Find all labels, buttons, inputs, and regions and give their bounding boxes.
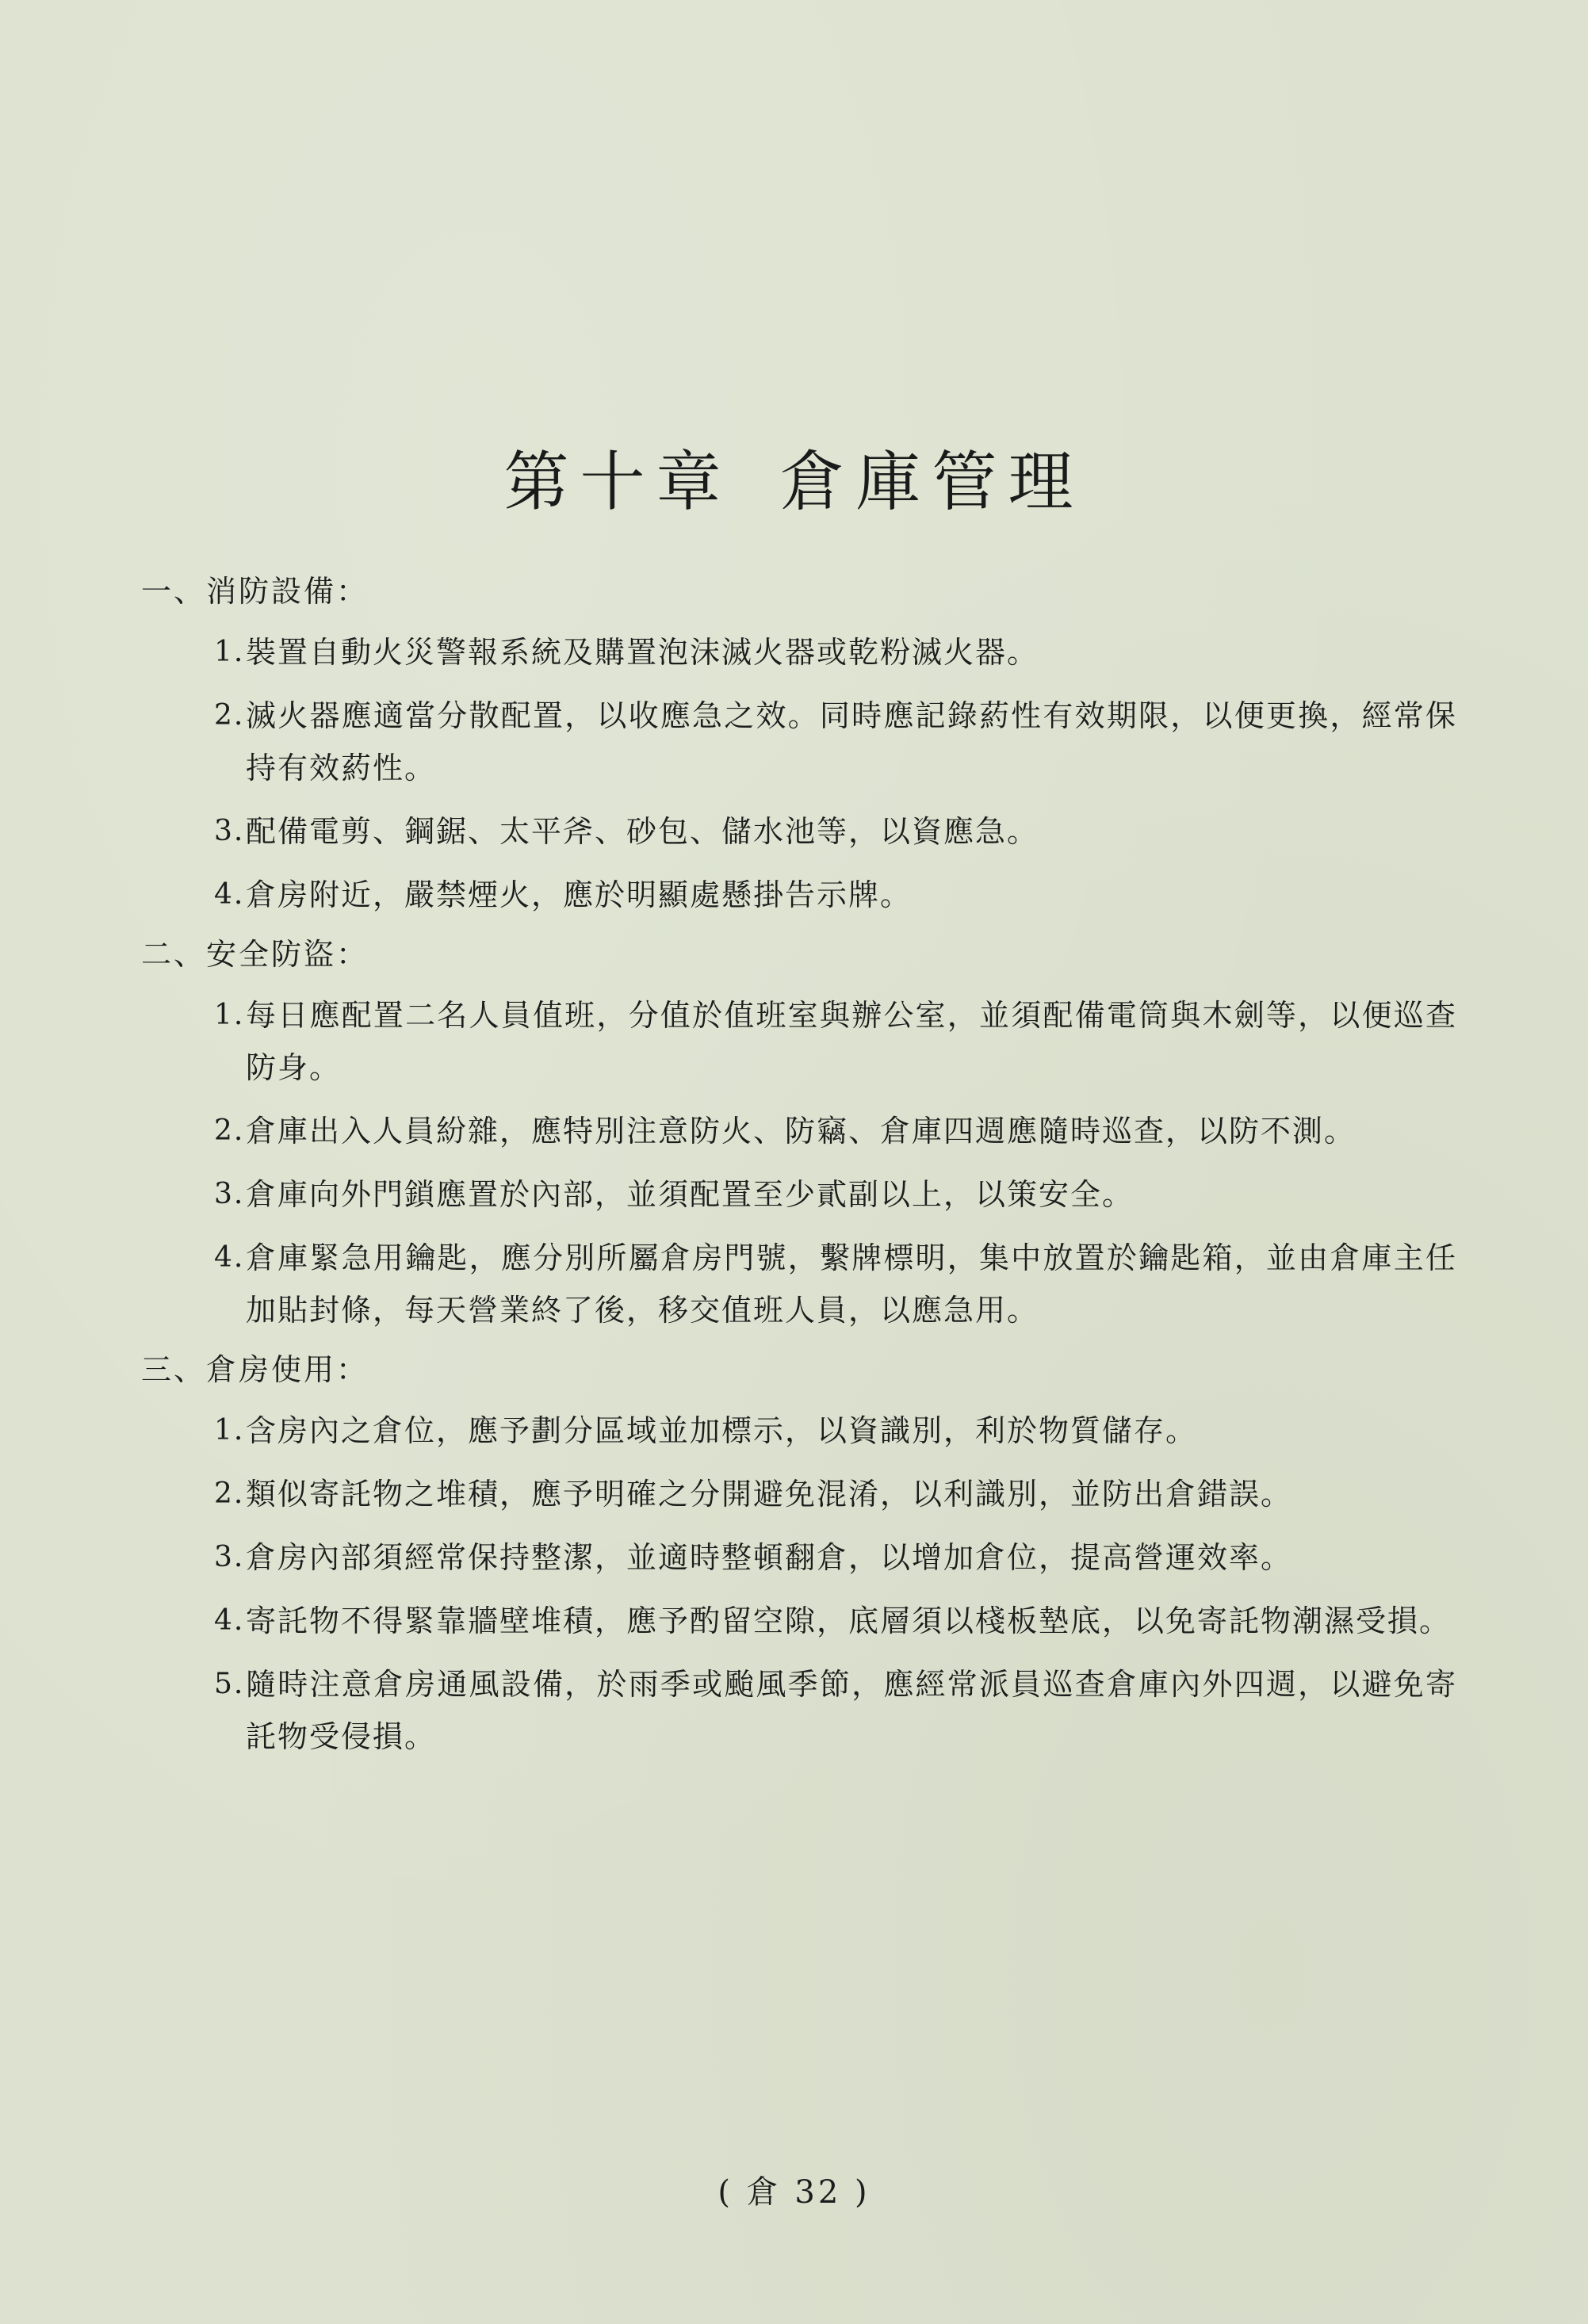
item-text: 含房內之倉位，應予劃分區域並加標示，以資識別，利於物質儲存。 [246, 1413, 1198, 1448]
list-item [141, 1168, 1457, 1221]
item-number: 5. [214, 1668, 245, 1700]
list-item [141, 1232, 1457, 1336]
item-number: 2. [214, 1114, 245, 1147]
list-item [141, 1405, 1457, 1457]
item-text: 類似寄託物之堆積，應予明確之分開避免混淆，以利識別，並防出倉錯誤。 [246, 1477, 1293, 1512]
item-number: 2. [214, 1477, 245, 1510]
item-number: 1. [214, 636, 245, 668]
list-item [141, 1468, 1457, 1520]
list-item [141, 626, 1457, 678]
section-heading: 三、倉房使用： [141, 1352, 369, 1387]
item-text: 隨時注意倉房通風設備，於雨季或颱風季節，應經常派員巡查倉庫內外四週，以避免寄託物受侵損。 [246, 1667, 1457, 1754]
page-number: ( 倉 32 ) [717, 2174, 871, 2211]
chapter-number: 第十章 [503, 444, 733, 520]
list-item [141, 1595, 1457, 1647]
list-item [141, 1531, 1457, 1584]
item-number: 3. [214, 815, 245, 847]
item-text: 倉房附近，嚴禁煙火，應於明顯處懸掛告示牌。 [246, 877, 913, 912]
item-text: 倉房內部須經常保持整潔，並適時整頓翻倉，以增加倉位，提高營運效率。 [246, 1540, 1293, 1575]
list-item [141, 989, 1457, 1094]
item-number: 4. [214, 878, 245, 911]
section-warehouse-usage [141, 1347, 1457, 1763]
section-fire-equipment [141, 569, 1457, 921]
item-number: 2. [214, 699, 245, 732]
item-text: 配備電剪、鋼鋸、太平斧、砂包、儲水池等，以資應急。 [246, 814, 1039, 849]
list-item [141, 1658, 1457, 1763]
item-text: 滅火器應適當分散配置，以收應急之效。同時應記錄葯性有效期限，以便更換，經常保持有效葯性。 [246, 698, 1457, 785]
list-item [141, 690, 1457, 794]
section-security [141, 932, 1457, 1336]
item-number: 4. [214, 1604, 245, 1637]
item-text: 每日應配置二名人員值班，分值於值班室與辦公室，並須配備電筒與木劍等，以便巡查防身。 [246, 998, 1457, 1085]
chapter-name: 倉庫管理 [779, 444, 1085, 520]
item-number: 1. [214, 1414, 245, 1447]
item-number: 3. [214, 1178, 245, 1210]
chapter-title [0, 430, 1588, 523]
item-number: 1. [214, 999, 245, 1031]
list-item [141, 1105, 1457, 1157]
item-number: 4. [214, 1241, 245, 1274]
section-heading: 一、消防設備： [141, 574, 369, 609]
document-body [141, 569, 1457, 1774]
item-number: 3. [214, 1541, 245, 1573]
item-text: 寄託物不得緊靠牆壁堆積，應予酌留空隙，底層須以棧板墊底，以免寄託物潮濕受損。 [246, 1603, 1452, 1638]
item-text: 裝置自動火災警報系統及購置泡沫滅火器或乾粉滅火器。 [246, 635, 1039, 670]
item-text: 倉庫向外門鎖應置於內部，並須配置至少貳副以上，以策安全。 [246, 1177, 1135, 1212]
item-text: 倉庫出入人員紛雜，應特別注意防火、防竊、倉庫四週應隨時巡查，以防不測。 [246, 1114, 1356, 1149]
item-text: 倉庫緊急用鑰匙，應分別所屬倉房門號，繫牌標明，集中放置於鑰匙箱，並由倉庫主任加貼封條，每天營業終了後，移交值班人員，以應急用。 [246, 1240, 1457, 1328]
section-heading: 二、安全防盜： [141, 937, 369, 972]
list-item [141, 805, 1457, 858]
list-item [141, 869, 1457, 921]
